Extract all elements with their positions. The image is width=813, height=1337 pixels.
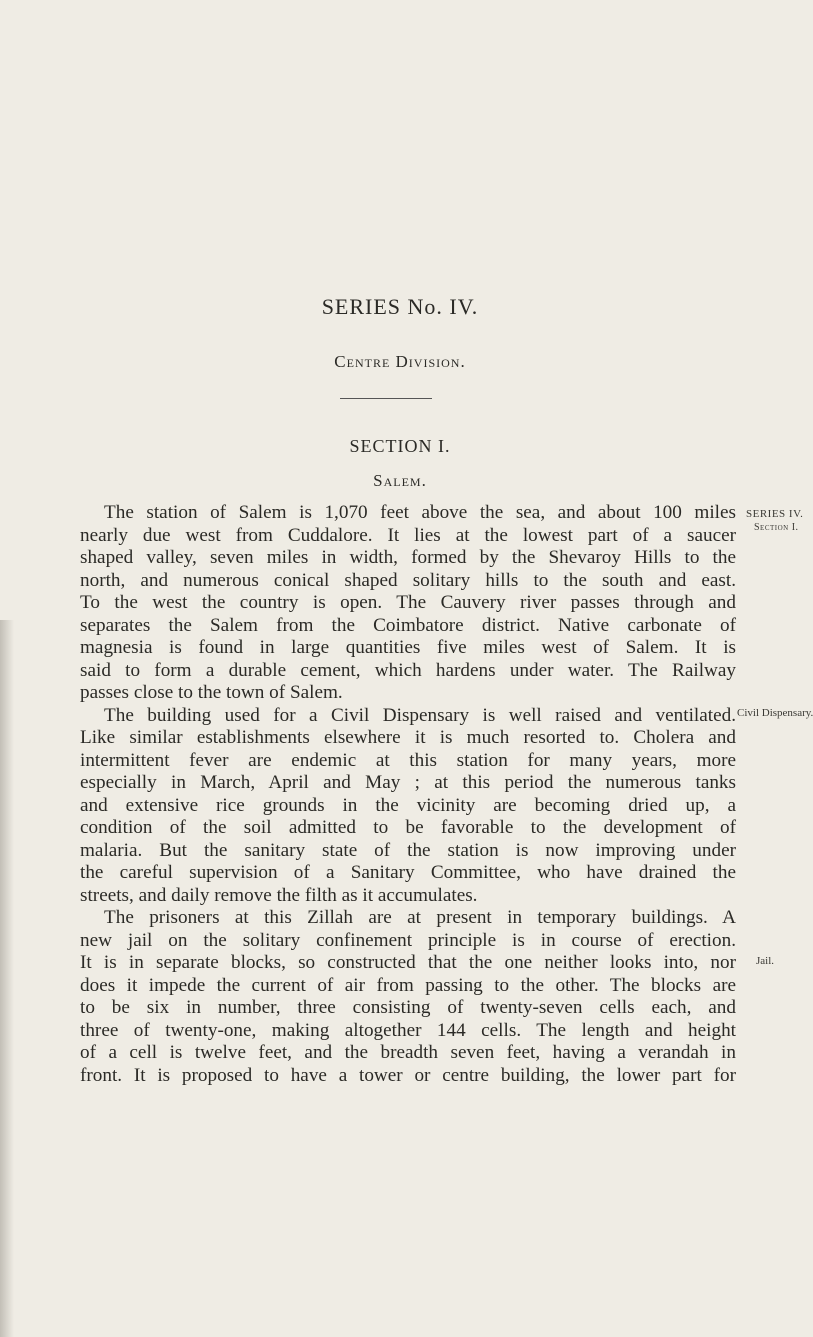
- paragraph-civil-dispensary: [56, 705, 736, 908]
- body-text: [56, 502, 736, 1087]
- text-line: front. It is proposed to have a tower or centre building, the lower part for: [80, 1064, 736, 1086]
- text-line: Like similar establishments elsewhere it is much resorted to. Cholera and: [80, 727, 736, 748]
- text-line: condition of the soil admitted to be favorable to the development of: [80, 817, 736, 838]
- text-line: especially in March, April and May ; at this period the numerous tanks: [80, 772, 736, 793]
- section-heading: SECTION I.: [349, 436, 451, 456]
- text-line: does it impede the current of air from passing to the other. The blocks are: [80, 974, 736, 996]
- text-line: intermittent fever are endemic at this station for many years, more: [80, 749, 736, 771]
- text-line: The prisoners at this Zillah are at present in temporary buildings. A: [104, 907, 736, 928]
- text-line: malaria. But the sanitary state of the station is now improving under: [80, 839, 736, 861]
- margin-note-dispensary: Civil Dispensary.: [737, 707, 813, 719]
- text-line: three of twenty-one, making altogether 144 cells. The length and height: [80, 1019, 736, 1041]
- text-line: the careful supervision of a Sanitary Committee, who have drained the: [80, 862, 736, 883]
- text-line: of a cell is twelve feet, and the breadth seven feet, having a verandah in: [80, 1042, 736, 1063]
- text-line: streets, and daily remove the filth as it accumulates.: [80, 884, 478, 906]
- text-line: passes close to the town of Salem.: [80, 682, 343, 703]
- place-heading: Salem.: [373, 471, 427, 490]
- text-line: shaped valley, seven miles in width, formed by the Shevaroy Hills to the: [80, 547, 736, 568]
- series-heading: SERIES No. IV.: [321, 294, 479, 319]
- text-line: new jail on the solitary confinement principle is in course of erection.: [80, 929, 736, 951]
- margin-note-jail: Jail.: [756, 955, 775, 967]
- text-line: nearly due west from Cuddalore. It lies at the lowest part of a saucer: [80, 524, 736, 546]
- text-line: said to form a durable cement, which hardens under water. The Railway: [80, 659, 736, 681]
- text-line: The station of Salem is 1,070 feet above the sea, and about 100 miles: [104, 502, 736, 523]
- heading-divider: [340, 398, 432, 399]
- margin-note-section: Section I.: [754, 522, 799, 533]
- text-line: It is in separate blocks, so constructed that the one neither looks into, nor: [80, 952, 736, 973]
- text-line: separates the Salem from the Coimbatore district. Native carbonate of: [80, 614, 736, 636]
- text-line: and extensive rice grounds in the vicinity are becoming dried up, a: [80, 794, 736, 816]
- text-line: magnesia is found in large quantities five miles west of Salem. It is: [80, 637, 736, 658]
- text-line: north, and numerous conical shaped solitary hills to the south and east.: [80, 569, 736, 591]
- text-line: to be six in number, three consisting of twenty-seven cells each, and: [80, 997, 736, 1018]
- division-heading: Centre Division.: [334, 352, 466, 371]
- margin-note-series: SERIES IV.: [746, 508, 804, 520]
- text-line: To the west the country is open. The Cauvery river passes through and: [80, 592, 736, 613]
- text-line: The building used for a Civil Dispensary is well raised and ventilated.: [104, 704, 736, 726]
- page-binding-shadow: [0, 620, 14, 1337]
- paragraph-salem-description: [56, 502, 736, 705]
- paragraph-jail: [56, 907, 736, 1087]
